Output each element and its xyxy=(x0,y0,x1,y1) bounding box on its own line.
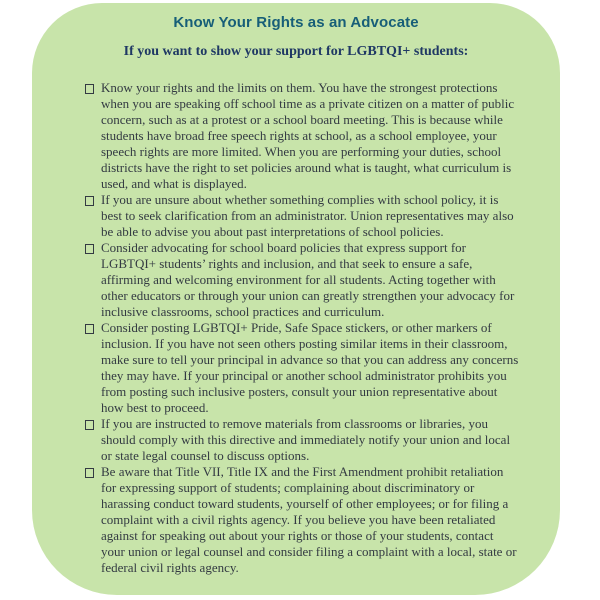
checkbox-bullet-icon xyxy=(85,244,94,254)
card-subtitle: If you want to show your support for LGBTQI+ students: xyxy=(123,44,469,59)
card-title: Know Your Rights as an Advocate xyxy=(173,14,419,31)
checkbox-bullet-icon xyxy=(85,324,94,334)
list-item-text: Consider posting LGBTQI+ Pride, Safe Space stickers, or other markers of inclusion. If you have not seen others posting similar items in their classroom, make sure to tell your principal in advance so that you can address any concerns they may have. If your principal or another school administrator prohibits you from posting such inclusive posters, consult your union representative about how best to proceed. xyxy=(101,320,519,415)
advocacy-tips-list xyxy=(32,80,560,576)
list-item-text: If you are instructed to remove materials from classrooms or libraries, you should comply with this directive and immediately notify your union and local or state legal counsel to discuss options. xyxy=(101,416,511,463)
know-your-rights-card xyxy=(32,3,560,595)
checkbox-bullet-icon xyxy=(85,468,94,478)
list-item-text: If you are unsure about whether something complies with school policy, it is best to seek clarification from an administrator. Union representatives may also be able to advise you about past interpretations of school policies. xyxy=(101,192,514,239)
list-item-text: Know your rights and the limits on them. You have the strongest protections when you are speaking off school time as a private citizen on a matter of public concern, such as at a protest or a school board meeting. This is because while students have broad free speech rights at school, as a school employee, your speech rights are more limited. When you are performing your duties, school districts have the right to set policies around what is taught, what curriculum is used, and what is displayed. xyxy=(101,80,515,191)
list-item xyxy=(84,80,520,192)
checkbox-bullet-icon xyxy=(85,196,94,206)
list-item xyxy=(84,320,520,416)
list-item-text: Consider advocating for school board policies that express support for LGBTQI+ students’ rights and inclusion, and that seek to ensure a safe, affirming and welcoming environment for all students. Acting together with other educators or through your union can greatly strengthen your advocacy for inclusive classrooms, school practices and curriculum. xyxy=(101,240,515,319)
list-item xyxy=(84,416,520,464)
list-item xyxy=(84,240,520,320)
list-item xyxy=(84,192,520,240)
list-item-text: Be aware that Title VII, Title IX and the First Amendment prohibit retaliation for expressing support of students; complaining about discriminatory or harassing conduct toward students, yourself of other employees; or for filing a complaint with a civil rights agency. If you believe you have been retaliated against for speaking out about your rights or those of your students, contact your union or legal counsel and consider filing a complaint with a local, state or federal civil rights agency. xyxy=(101,464,517,575)
checkbox-bullet-icon xyxy=(85,84,94,94)
checkbox-bullet-icon xyxy=(85,420,94,430)
list-item xyxy=(84,464,520,576)
